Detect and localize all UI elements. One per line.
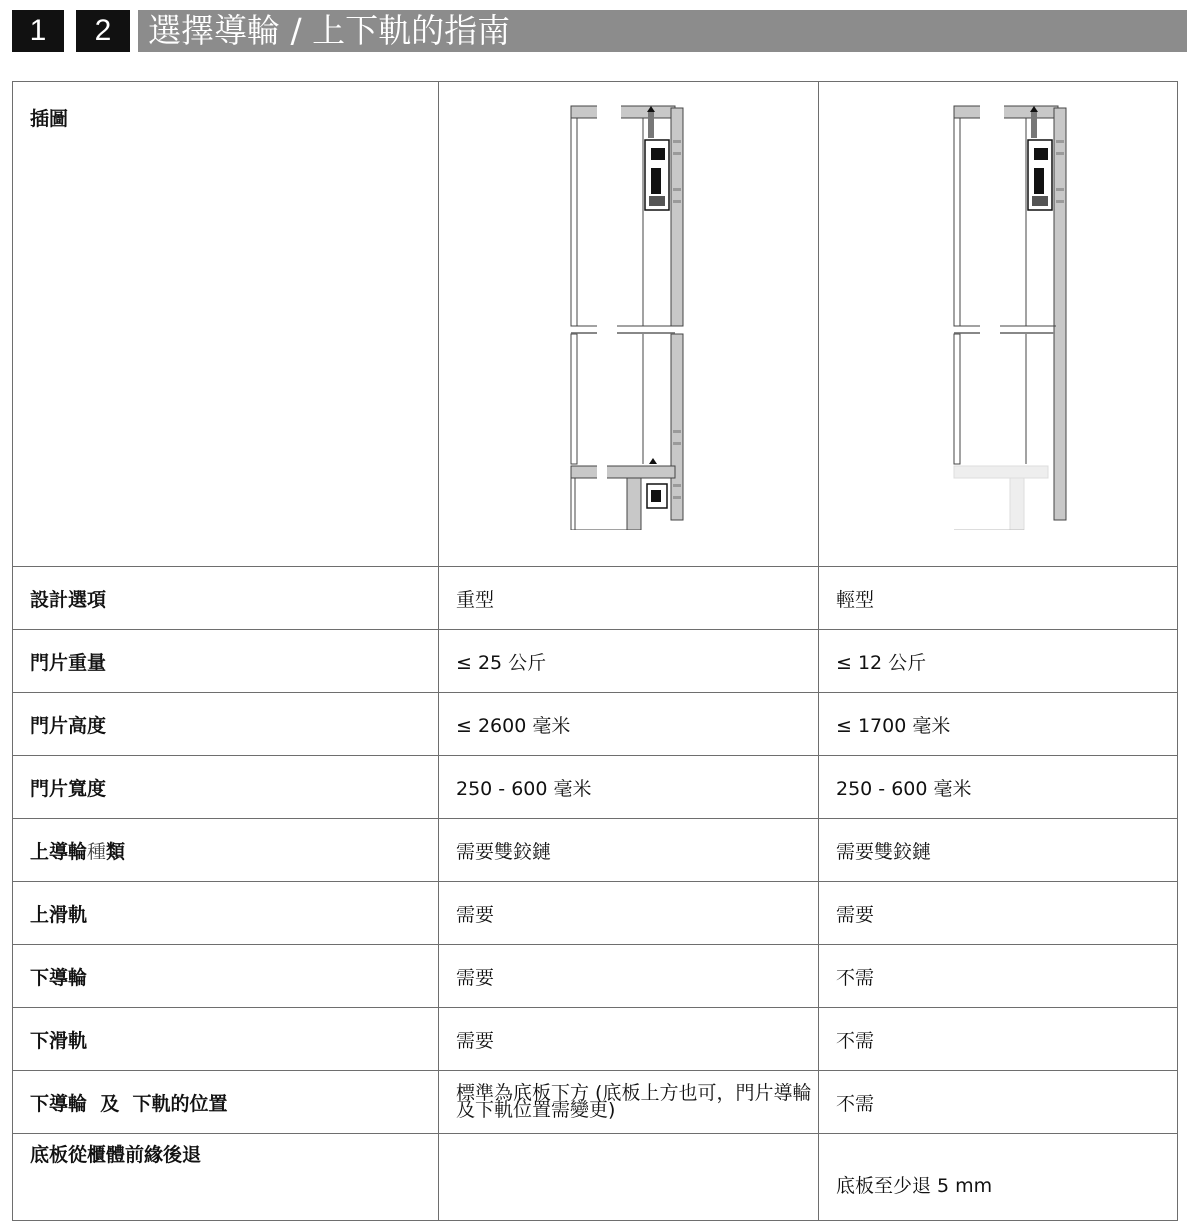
light-value: 不需 (819, 1071, 1178, 1134)
heavy-value: ≤ 25 公斤 (439, 630, 819, 693)
step-badge-2: 2 (76, 10, 130, 52)
row-label: 上滑軌 (13, 882, 439, 945)
row-label: 下導輪 及 下軌的位置 (13, 1071, 439, 1134)
light-value: 不需 (819, 945, 1178, 1008)
row-label: 門片高度 (13, 693, 439, 756)
heavy-value (439, 1134, 819, 1221)
step-badge-1: 1 (12, 10, 64, 52)
table-row (13, 756, 1178, 819)
light-value: 不需 (819, 1008, 1178, 1071)
heavy-value: 需要雙鉸鏈 (439, 819, 819, 882)
row-label: 下滑軌 (13, 1008, 439, 1071)
light-value: 需要雙鉸鏈 (819, 819, 1178, 882)
heavy-value: 需要 (439, 1008, 819, 1071)
light-cabinet-diagram (950, 100, 1080, 530)
light-value: ≤ 1700 毫米 (819, 693, 1178, 756)
illustration-heavy (439, 82, 819, 567)
row-label-illustration: 插圖 (13, 82, 439, 567)
heavy-value: 標準為底板下方 (底板上方也可，門片導輪及下軌位置需變更) (439, 1071, 819, 1134)
table-row (13, 1134, 1178, 1221)
table-row (13, 567, 1178, 630)
row-label: 設計選項 (13, 567, 439, 630)
row-label: 底板從櫃體前緣後退 (13, 1134, 439, 1221)
table-row (13, 819, 1178, 882)
heavy-value: ≤ 2600 毫米 (439, 693, 819, 756)
spec-table (12, 81, 1178, 1221)
table-row (13, 882, 1178, 945)
row-label: 下導輪 (13, 945, 439, 1008)
table-row (13, 945, 1178, 1008)
table-row (13, 1008, 1178, 1071)
table-row-illustration (13, 82, 1178, 567)
row-label (13, 819, 439, 882)
light-value: 需要 (819, 882, 1178, 945)
illustration-light (819, 82, 1178, 567)
row-label: 門片寬度 (13, 756, 439, 819)
row-label: 門片重量 (13, 630, 439, 693)
table-row (13, 1071, 1178, 1134)
heavy-cabinet-diagram (567, 100, 697, 530)
light-value: 250 - 600 毫米 (819, 756, 1178, 819)
light-value: 底板至少退 5 mm (819, 1134, 1178, 1221)
section-title: 選擇導輪 / 上下軌的指南 (138, 10, 1187, 52)
heavy-value: 需要 (439, 882, 819, 945)
heavy-value: 重型 (439, 567, 819, 630)
heavy-value: 需要 (439, 945, 819, 1008)
table-row (13, 630, 1178, 693)
light-value: ≤ 12 公斤 (819, 630, 1178, 693)
row-label-part: 上導輪 (30, 840, 88, 863)
table-row (13, 693, 1178, 756)
row-label-part: 類 (106, 840, 126, 863)
heavy-value: 250 - 600 毫米 (439, 756, 819, 819)
light-value: 輕型 (819, 567, 1178, 630)
row-label-part: 種 (87, 840, 107, 863)
